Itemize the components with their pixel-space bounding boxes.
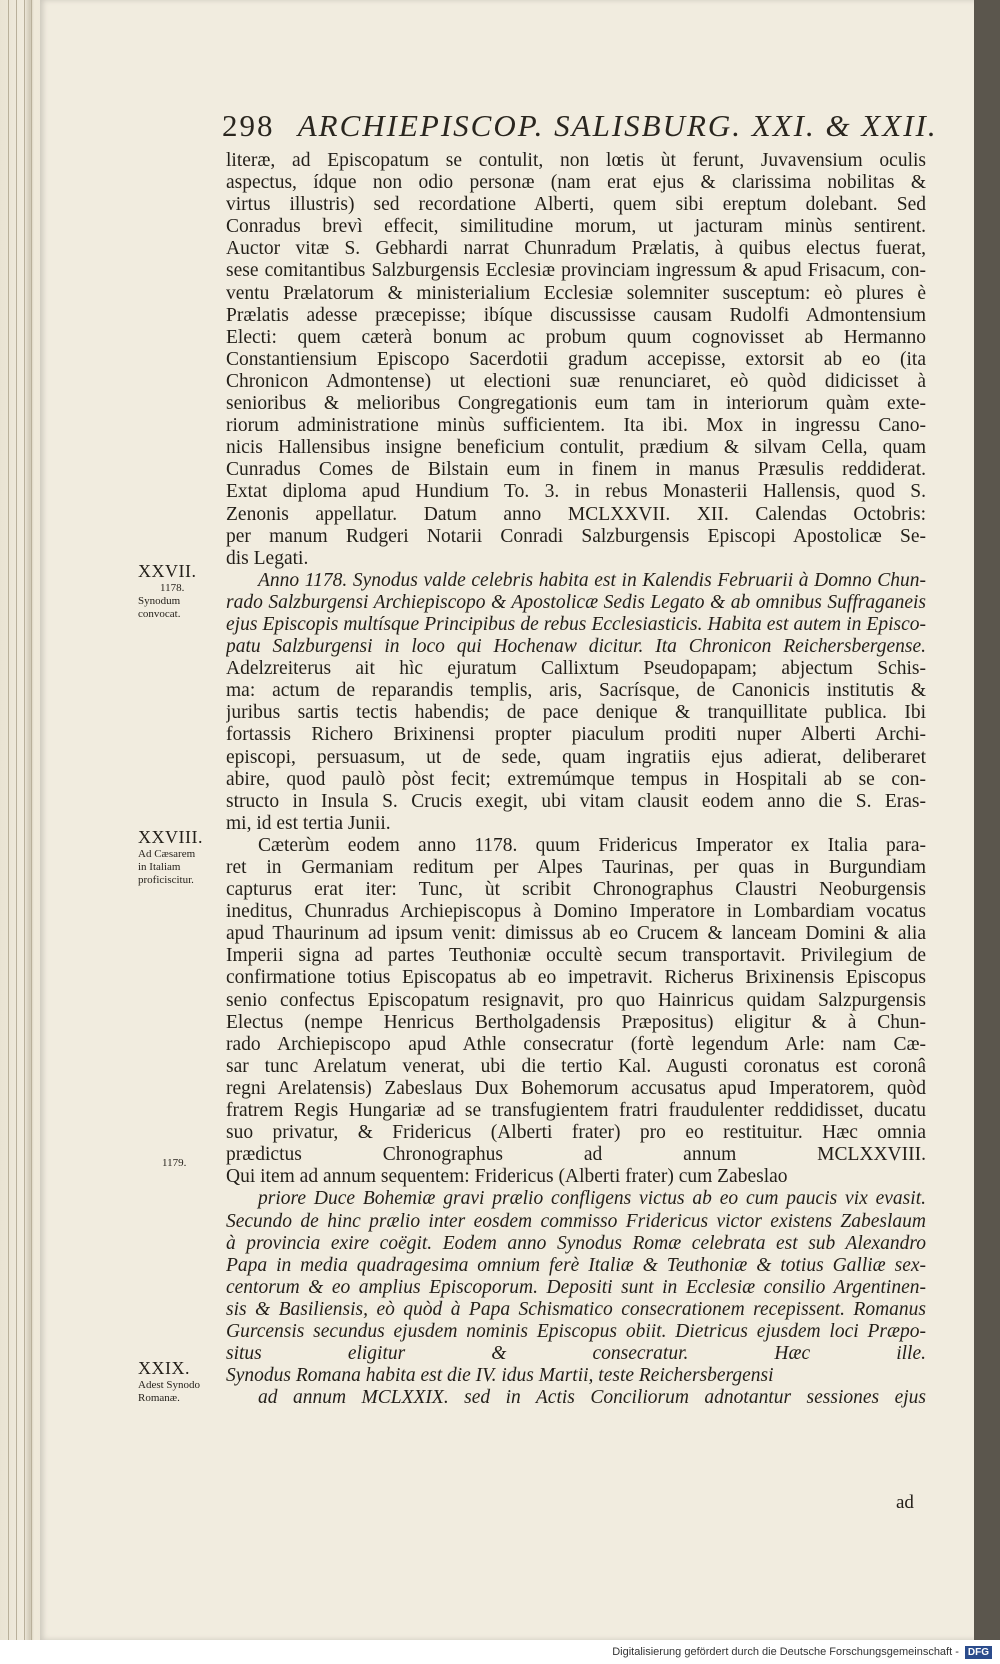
text-line: rado Salzburgensi Archiepiscopo & Apostolicæ Sedis Legato & ab omnibus Suffraganeis <box>226 591 926 613</box>
footer-text: Digitalisierung gefördert durch die Deutsche Forschungsgemeinschaft - <box>612 1646 959 1658</box>
margin-line: in Italiam <box>138 861 181 873</box>
text-line: Prælatis adesse præcepisse; ibíque discussisse causam Rudolfi Admontensium <box>226 304 926 326</box>
text-line: rado Archiepiscopo apud Athle consecratur (fortè legendum Arle: nam Cæ- <box>226 1033 926 1055</box>
margin-line: Ad Cæsarem <box>138 848 196 860</box>
dfg-logo: DFG <box>965 1646 992 1659</box>
margin-line: convocat. <box>138 608 181 620</box>
text-line: capturus erat iter: Tunc, ùt scribit Chronographus Claustri Neoburgensis <box>226 879 926 901</box>
text-line: Conradus brevì effecit, similitudine morum, ut jacturam minùs sentirent. <box>226 216 926 238</box>
text-line: apud Thaurinum ad ipsum venit: dimissus ab eo Crucem & lanceam Domini & alia <box>226 923 926 945</box>
text-line: Gurcensis secundus ejusdem nominis Episcopus obiit. Dietricus ejusdem loci Præpo- <box>226 1320 926 1342</box>
margin-year: 1179. <box>162 1157 187 1169</box>
footer-bar <box>0 1640 1000 1664</box>
margin-line: Synodum <box>138 595 181 607</box>
text-line: Zenonis appellatur. Datum anno MCLXXVII. XII. Calendas Octobris: <box>226 503 926 525</box>
text-line: patu Salzburgensi in loco qui Hochenaw dicitur. Ita Chronicon Reichersbergense. <box>226 636 926 658</box>
text-line: literæ, ad Episcopatum se contulit, non lœtis ùt ferunt, Juvavensium oculis <box>226 150 926 171</box>
text-line: Constantiensium Episcopo Sacerdotii gradum accepisse, extorsit ab eo (ita <box>226 348 926 370</box>
margin-line: Romanæ. <box>138 1392 180 1404</box>
text-line: regni Arelatensis) Zabeslaus Dux Bohemorum accusatus apud Imperatorem, quòd <box>226 1077 926 1099</box>
margin-note <box>162 1157 246 1170</box>
text-line: priore Duce Bohemiæ gravi prælio confligens victus ab eo cum paucis vix evasit. <box>258 1188 926 1210</box>
text-line: Electus (nempe Henricus Bertholgadensis Præpositus) eligitur & à Chun- <box>226 1011 926 1033</box>
text-line: centorum & eo amplius Episcoporum. Depositi sunt in Ecclesiæ consilio Argentinen- <box>226 1276 926 1298</box>
section-numeral: XXVIII. <box>138 827 203 847</box>
text-line: aspectus, ídque non odio personæ (nam erat ejus & clarissima nobilitas & <box>226 172 926 194</box>
page-edge-line <box>31 0 32 1640</box>
text-line: virtus illustris) sed recordatione Alberti, quem sibi ereptum dolebant. Sed <box>226 194 926 216</box>
text-line: confirmatione totius Episcopatus ab eo impetravit. Richerus Brixinensis Episcopus <box>226 967 926 989</box>
text-line: Synodus Romana habita est die IV. idus Martii, teste Reichersbergensi <box>226 1365 774 1387</box>
text-line: ventu Prælatorum & ministerialium Ecclesiæ solemniter susceptum: eò plures è <box>226 282 926 304</box>
text-line: mi, id est tertia Junii. <box>226 812 391 834</box>
page-edge-line <box>16 0 17 1640</box>
text-line: à provincia exire coëgit. Eodem anno Synodus Romæ celebrata est sub Alexandro <box>226 1232 926 1254</box>
text-line: riorum administratione minùs sufficientem. Ita ibi. Mox in ingressu Cano- <box>226 415 926 437</box>
text-line: per manum Rudgeri Notarii Conradi Salzburgensis Episcopi Apostolicæ Se- <box>226 525 926 547</box>
text-line: nicis Hallensibus insigne beneficium contulit, prædium & silvam Cella, quam <box>226 437 926 459</box>
text-line: juribus sartis tectis habendis; de pace denique & tranquillitate publica. Ibi <box>226 702 926 724</box>
text-line: ret in Germaniam reditum per Alpes Taurinas, per quas in Burgundiam <box>226 857 926 878</box>
text-line: Cunradus Comes de Bilstain eum in finem in manus Præsulis reddiderat. <box>226 459 926 481</box>
text-line: Secundo de hinc prælio inter eosdem commisso Fridericus victor existens Zabeslaum <box>226 1210 926 1232</box>
text-line: fratrem Regis Hungariæ ad se transfugientem fratri fraudulenter reddidisset, ducatu <box>226 1100 926 1122</box>
text-line: ma: actum de reparandis templis, aris, Sacrísque, de Canonicis institutis & <box>226 680 926 702</box>
text-line: ineditus, Chunradus Archiepiscopus à Domino Imperatore in Lombardiam vocatus <box>226 901 926 923</box>
text-line: situs eligitur & consecratur. Hæc ille. <box>226 1343 926 1365</box>
text-line: episcopi, persuasum, ut de sede, quam ingratiis ejus adierat, deliberaret <box>226 746 926 768</box>
text-line: Adelzreiterus ait hìc ejuratum Callixtum Pseudopapam; abjectum Schis- <box>226 658 926 680</box>
page-edge-line <box>8 0 9 1640</box>
text-line: Papa in media quadragesima omnium ferè Italiæ & Teuthoniæ & totius Galliæ sex- <box>226 1254 926 1276</box>
margin-line: proficiscitur. <box>138 874 194 886</box>
catchword: ad <box>896 1492 914 1513</box>
text-line: Imperii signa ad partes Teuthoniæ occultè secum transportavit. Privilegium de <box>226 945 926 967</box>
text-line: ad annum MCLXXIX. sed in Actis Conciliorum adnotantur sessiones ejus <box>258 1387 926 1409</box>
running-title: ARCHIEPISCOP. SALISBURG. XXI. & XXII. <box>297 108 938 143</box>
text-line: dis Legati. <box>226 547 309 569</box>
text-line: Qui item ad annum sequentem: Fridericus (Alberti frater) cum Zabeslao <box>226 1166 788 1188</box>
text-line: fortassis Richero Brixinensi propter piaculum proditi nuper Alberti Archi- <box>226 724 926 746</box>
scanner-edge <box>974 0 1000 1640</box>
section-numeral: XXIX. <box>138 1358 190 1378</box>
text-line: senioribus & melioribus Congregationis eum tam in interiorum quàm exte- <box>226 393 926 415</box>
margin-line: Adest Synodo <box>138 1379 201 1391</box>
text-line: senio confectus Episcopatum resignavit, pro quo Hainricus quidam Salzpurgensis <box>226 989 926 1011</box>
text-line: abire, quod paulò pòst fecit; extremúmque tempus in Hospitali ab se con- <box>226 768 926 790</box>
margin-year: 1178. <box>160 582 185 594</box>
text-line: prædictus Chronographus ad annum MCLXXVIII. <box>226 1144 926 1166</box>
text-line: sis & Basiliensis, eò quòd à Papa Schismatico consecrationem recepissent. Romanus <box>226 1298 926 1320</box>
text-line: suo privatur, & Fridericus (Alberti frater) pro eo restituitur. Hæc omnia <box>226 1122 926 1144</box>
body-text <box>226 150 926 1409</box>
section-numeral: XXVII. <box>138 561 197 581</box>
running-head <box>222 108 938 144</box>
text-line: Auctor vitæ S. Gebhardi narrat Chunradum Prælatis, à quibus electus fuerat, <box>226 238 926 260</box>
text-line: ejus Episcopis multísque Principibus de rebus Ecclesiasticis. Habita est autem in Episco- <box>226 613 926 635</box>
text-line: Electi: quem cæterà bonum ac probum quum cognovisset ab Hermanno <box>226 326 926 348</box>
text-line: Extat diploma apud Hundium To. 3. in rebus Monasterii Hallensis, quod S. <box>226 481 926 503</box>
page-edge-line <box>24 0 25 1640</box>
text-line: structo in Insula S. Crucis exegit, ubi vitam clausit eodem anno die S. Eras- <box>226 790 926 812</box>
text-line: Cæterùm eodem anno 1178. quum Fridericus Imperator ex Italia para- <box>258 834 926 856</box>
text-line: sar tunc Arelatum venerat, ubi die tertio Kal. Augusti coronatus est coronâ <box>226 1055 926 1077</box>
margin-note <box>138 561 222 621</box>
page-number: 298 <box>222 108 275 143</box>
margin-note <box>138 827 222 887</box>
text-line: sese comitantibus Salzburgensis Ecclesiæ provinciam ingressum & apud Frisacum, con- <box>226 260 926 282</box>
margin-note <box>138 1358 222 1405</box>
text-line: Chronicon Admontense) ut electioni suæ renunciaret, eò quòd didicisset à <box>226 370 926 392</box>
text-line: Anno 1178. Synodus valde celebris habita est in Kalendis Februarii à Domno Chun- <box>258 569 926 591</box>
